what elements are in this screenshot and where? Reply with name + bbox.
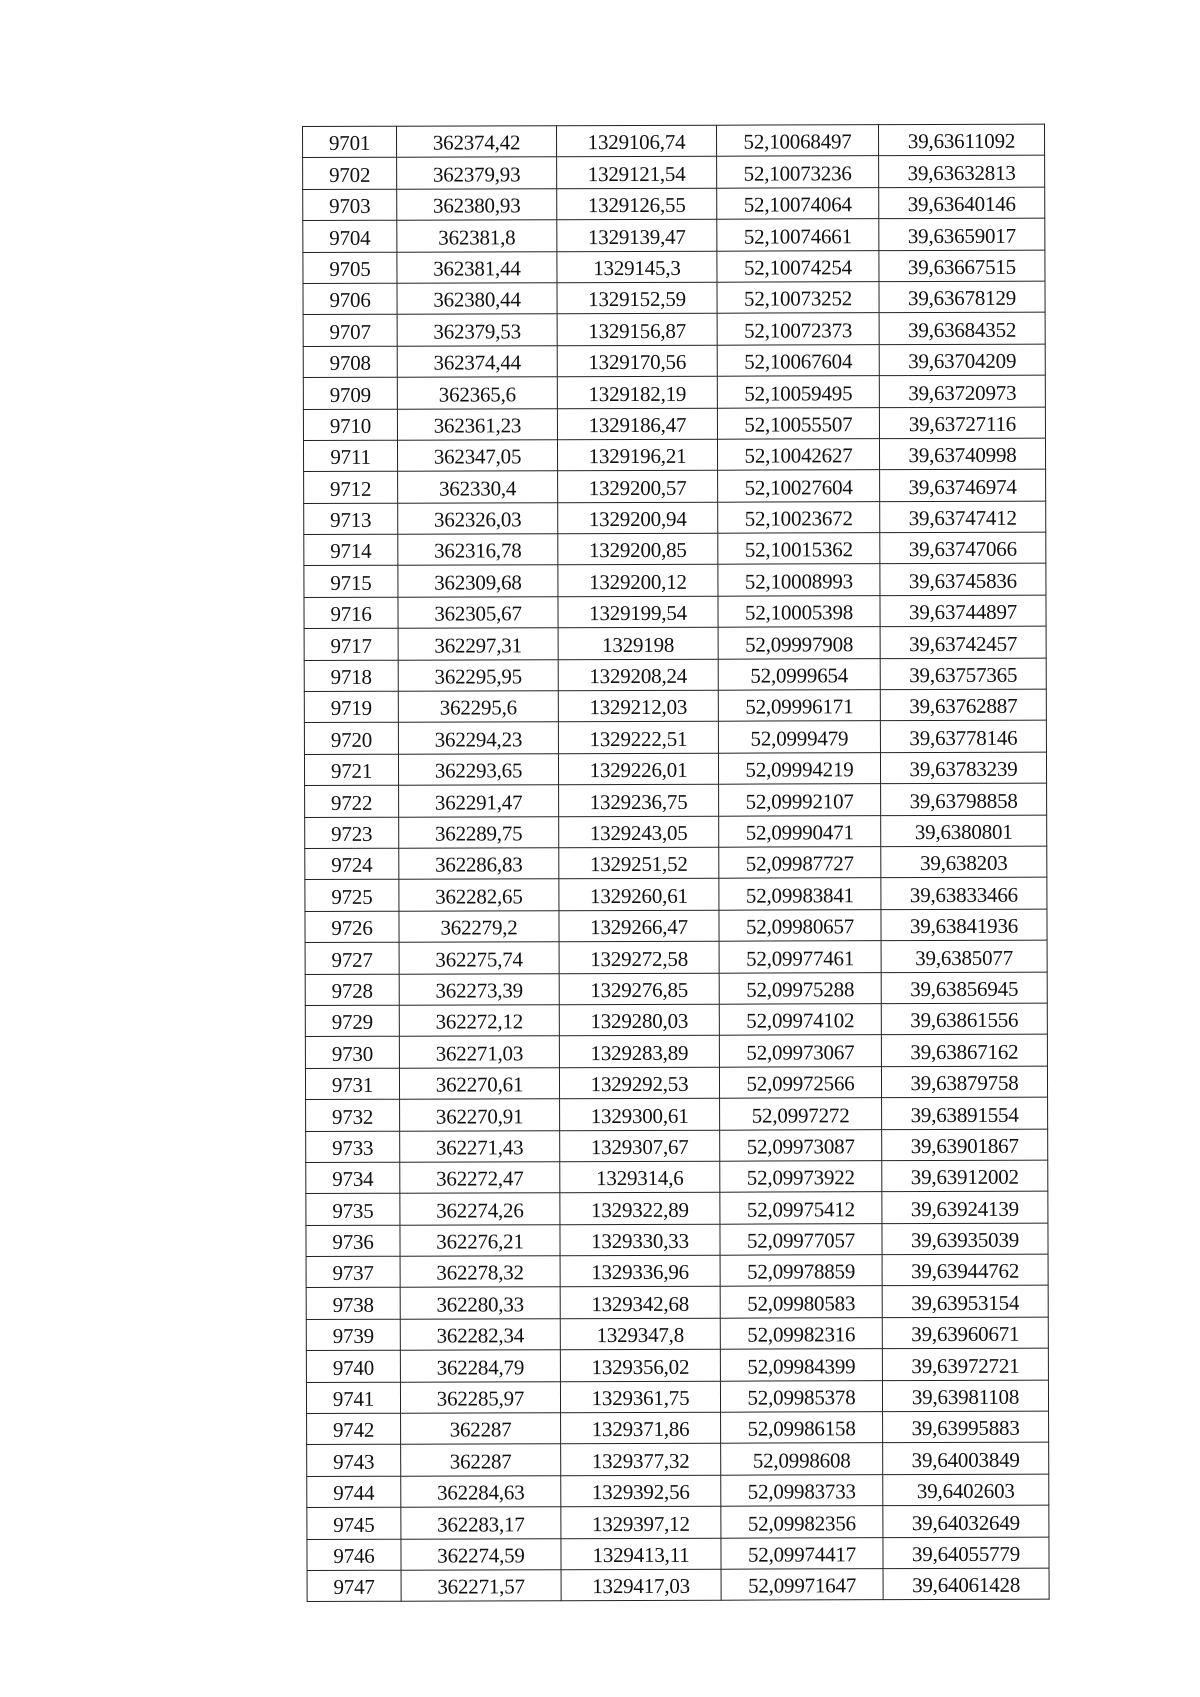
table-row xyxy=(304,689,1046,723)
longitude-cell: 39,63720973 xyxy=(879,375,1045,407)
table-row xyxy=(305,846,1047,880)
x-coordinate-cell: 362295,6 xyxy=(398,691,558,723)
x-coordinate-cell: 362273,39 xyxy=(399,973,559,1005)
table-row xyxy=(306,1160,1048,1194)
x-coordinate-cell: 362271,03 xyxy=(399,1036,559,1068)
point-number-cell: 9730 xyxy=(305,1037,399,1069)
x-coordinate-cell: 362282,65 xyxy=(399,879,559,911)
point-number-cell: 9747 xyxy=(307,1570,401,1602)
point-number-cell: 9718 xyxy=(304,660,398,692)
x-coordinate-cell: 362286,83 xyxy=(399,848,559,880)
longitude-cell: 39,63757365 xyxy=(880,658,1046,690)
y-coordinate-cell: 1329300,61 xyxy=(560,1098,720,1130)
latitude-cell: 52,10074254 xyxy=(717,250,879,282)
point-number-cell: 9705 xyxy=(303,252,397,284)
x-coordinate-cell: 362347,05 xyxy=(397,440,557,472)
longitude-cell: 39,63867162 xyxy=(881,1034,1047,1066)
y-coordinate-cell: 1329417,03 xyxy=(561,1569,721,1601)
table-row xyxy=(305,878,1047,912)
x-coordinate-cell: 362271,57 xyxy=(401,1570,561,1602)
longitude-cell: 39,63744897 xyxy=(880,595,1046,627)
y-coordinate-cell: 1329200,94 xyxy=(558,502,718,534)
table-row xyxy=(303,407,1045,441)
point-number-cell: 9721 xyxy=(304,754,398,786)
longitude-cell: 39,64003849 xyxy=(883,1443,1049,1475)
longitude-cell: 39,63632813 xyxy=(879,156,1045,188)
table-row xyxy=(303,250,1045,284)
point-number-cell: 9723 xyxy=(305,817,399,849)
table-row xyxy=(306,1191,1048,1225)
point-number-cell: 9722 xyxy=(305,785,399,817)
x-coordinate-cell: 362293,65 xyxy=(398,754,558,786)
y-coordinate-cell: 1329170,56 xyxy=(557,345,717,377)
longitude-cell: 39,63924139 xyxy=(882,1191,1048,1223)
y-coordinate-cell: 1329260,61 xyxy=(559,879,719,911)
latitude-cell: 52,09982316 xyxy=(720,1318,882,1350)
x-coordinate-cell: 362282,34 xyxy=(400,1319,560,1351)
point-number-cell: 9731 xyxy=(305,1068,399,1100)
table-row xyxy=(306,1317,1048,1351)
longitude-cell: 39,63746974 xyxy=(880,469,1046,501)
table-row xyxy=(307,1537,1049,1571)
longitude-cell: 39,63740998 xyxy=(879,438,1045,470)
point-number-cell: 9703 xyxy=(303,189,397,221)
point-number-cell: 9740 xyxy=(306,1350,400,1382)
table-row xyxy=(303,438,1045,472)
longitude-cell: 39,63972721 xyxy=(882,1348,1048,1380)
point-number-cell: 9720 xyxy=(304,723,398,755)
y-coordinate-cell: 1329377,32 xyxy=(561,1444,721,1476)
y-coordinate-cell: 1329272,58 xyxy=(559,941,719,973)
longitude-cell: 39,63798858 xyxy=(881,783,1047,815)
y-coordinate-cell: 1329126,55 xyxy=(557,188,717,220)
x-coordinate-cell: 362381,8 xyxy=(397,220,557,252)
y-coordinate-cell: 1329200,85 xyxy=(558,533,718,565)
x-coordinate-cell: 362316,78 xyxy=(398,534,558,566)
latitude-cell: 52,10055507 xyxy=(717,407,879,439)
latitude-cell: 52,10067604 xyxy=(717,344,879,376)
table-row xyxy=(304,564,1046,598)
longitude-cell: 39,63861556 xyxy=(881,1003,1047,1035)
latitude-cell: 52,09987727 xyxy=(719,847,881,879)
longitude-cell: 39,63747412 xyxy=(880,501,1046,533)
x-coordinate-cell: 362309,68 xyxy=(398,565,558,597)
latitude-cell: 52,10008993 xyxy=(718,564,880,596)
y-coordinate-cell: 1329226,01 xyxy=(558,753,718,785)
point-number-cell: 9745 xyxy=(307,1507,401,1539)
x-coordinate-cell: 362294,23 xyxy=(398,722,558,754)
latitude-cell: 52,0998608 xyxy=(721,1443,883,1475)
point-number-cell: 9728 xyxy=(305,974,399,1006)
longitude-cell: 39,63841936 xyxy=(881,909,1047,941)
longitude-cell: 39,63944762 xyxy=(882,1254,1048,1286)
table-row xyxy=(303,218,1045,252)
longitude-cell: 39,63856945 xyxy=(881,972,1047,1004)
latitude-cell: 52,09973087 xyxy=(720,1129,882,1161)
table-row xyxy=(304,501,1046,535)
point-number-cell: 9715 xyxy=(304,566,398,598)
point-number-cell: 9711 xyxy=(303,440,397,472)
y-coordinate-cell: 1329280,03 xyxy=(559,1004,719,1036)
y-coordinate-cell: 1329200,12 xyxy=(558,565,718,597)
x-coordinate-cell: 362270,61 xyxy=(399,1067,559,1099)
x-coordinate-cell: 362275,74 xyxy=(399,942,559,974)
latitude-cell: 52,09983733 xyxy=(721,1474,883,1506)
table-row xyxy=(303,187,1045,221)
table-row xyxy=(304,595,1046,629)
x-coordinate-cell: 362379,93 xyxy=(397,157,557,189)
point-number-cell: 9717 xyxy=(304,628,398,660)
table-row xyxy=(305,909,1047,943)
point-number-cell: 9741 xyxy=(306,1382,400,1414)
table-row xyxy=(306,1097,1048,1131)
x-coordinate-cell: 362280,33 xyxy=(400,1287,560,1319)
longitude-cell: 39,63747066 xyxy=(880,532,1046,564)
coordinates-table-body xyxy=(303,124,1050,1602)
y-coordinate-cell: 1329307,67 xyxy=(560,1130,720,1162)
table-row xyxy=(305,1003,1047,1037)
longitude-cell: 39,63912002 xyxy=(882,1160,1048,1192)
latitude-cell: 52,09975288 xyxy=(719,972,881,1004)
longitude-cell: 39,64055779 xyxy=(883,1537,1049,1569)
point-number-cell: 9734 xyxy=(306,1162,400,1194)
x-coordinate-cell: 362326,03 xyxy=(398,502,558,534)
latitude-cell: 52,09974102 xyxy=(719,1004,881,1036)
table-row xyxy=(307,1411,1049,1445)
x-coordinate-cell: 362380,44 xyxy=(397,283,557,315)
y-coordinate-cell: 1329182,19 xyxy=(557,376,717,408)
latitude-cell: 52,0997272 xyxy=(720,1098,882,1130)
longitude-cell: 39,63727116 xyxy=(879,407,1045,439)
y-coordinate-cell: 1329392,56 xyxy=(561,1475,721,1507)
latitude-cell: 52,09972566 xyxy=(719,1066,881,1098)
table-row xyxy=(304,752,1046,786)
table-row xyxy=(306,1286,1048,1320)
point-number-cell: 9737 xyxy=(306,1256,400,1288)
table-row xyxy=(307,1568,1049,1602)
longitude-cell: 39,638203 xyxy=(881,846,1047,878)
longitude-cell: 39,63667515 xyxy=(879,250,1045,282)
latitude-cell: 52,0999654 xyxy=(718,658,880,690)
latitude-cell: 52,10074064 xyxy=(717,187,879,219)
coordinates-table xyxy=(302,124,1050,1603)
y-coordinate-cell: 1329139,47 xyxy=(557,219,717,251)
x-coordinate-cell: 362330,4 xyxy=(398,471,558,503)
x-coordinate-cell: 362305,67 xyxy=(398,597,558,629)
x-coordinate-cell: 362272,47 xyxy=(400,1162,560,1194)
y-coordinate-cell: 1329106,74 xyxy=(557,125,717,157)
latitude-cell: 52,09984399 xyxy=(720,1349,882,1381)
y-coordinate-cell: 1329212,03 xyxy=(558,690,718,722)
table-row xyxy=(303,313,1045,347)
longitude-cell: 39,64061428 xyxy=(883,1568,1049,1600)
x-coordinate-cell: 362289,75 xyxy=(399,816,559,848)
point-number-cell: 9727 xyxy=(305,942,399,974)
point-number-cell: 9742 xyxy=(307,1413,401,1445)
table-row xyxy=(303,124,1045,158)
latitude-cell: 52,10074661 xyxy=(717,219,879,251)
table-row xyxy=(306,1223,1048,1257)
x-coordinate-cell: 362374,44 xyxy=(397,345,557,377)
y-coordinate-cell: 1329322,89 xyxy=(560,1192,720,1224)
x-coordinate-cell: 362284,79 xyxy=(400,1350,560,1382)
longitude-cell: 39,63953154 xyxy=(882,1286,1048,1318)
latitude-cell: 52,09980657 xyxy=(719,909,881,941)
table-row xyxy=(306,1129,1048,1163)
latitude-cell: 52,09997908 xyxy=(718,627,880,659)
latitude-cell: 52,09983841 xyxy=(719,878,881,910)
table-row xyxy=(306,1348,1048,1382)
point-number-cell: 9735 xyxy=(306,1193,400,1225)
x-coordinate-cell: 362270,91 xyxy=(400,1099,560,1131)
longitude-cell: 39,63659017 xyxy=(879,218,1045,250)
longitude-cell: 39,6402603 xyxy=(883,1474,1049,1506)
y-coordinate-cell: 1329266,47 xyxy=(559,910,719,942)
y-coordinate-cell: 1329199,54 xyxy=(558,596,718,628)
point-number-cell: 9706 xyxy=(303,283,397,315)
longitude-cell: 39,63981108 xyxy=(882,1380,1048,1412)
latitude-cell: 52,09973922 xyxy=(720,1161,882,1193)
x-coordinate-cell: 362287 xyxy=(401,1444,561,1476)
latitude-cell: 52,10068497 xyxy=(716,125,878,157)
point-number-cell: 9746 xyxy=(307,1539,401,1571)
latitude-cell: 52,10073252 xyxy=(717,282,879,314)
point-number-cell: 9714 xyxy=(304,534,398,566)
latitude-cell: 52,09975412 xyxy=(720,1192,882,1224)
longitude-cell: 39,63745836 xyxy=(880,564,1046,596)
x-coordinate-cell: 362365,6 xyxy=(397,377,557,409)
latitude-cell: 52,09974417 xyxy=(721,1537,883,1569)
longitude-cell: 39,63783239 xyxy=(880,752,1046,784)
y-coordinate-cell: 1329314,6 xyxy=(560,1161,720,1193)
point-number-cell: 9726 xyxy=(305,911,399,943)
latitude-cell: 52,09977461 xyxy=(719,941,881,973)
y-coordinate-cell: 1329361,75 xyxy=(560,1381,720,1413)
point-number-cell: 9744 xyxy=(307,1476,401,1508)
y-coordinate-cell: 1329222,51 xyxy=(558,722,718,754)
latitude-cell: 52,09977057 xyxy=(720,1223,882,1255)
table-row xyxy=(307,1505,1049,1539)
latitude-cell: 52,09996171 xyxy=(718,690,880,722)
longitude-cell: 39,63640146 xyxy=(879,187,1045,219)
point-number-cell: 9743 xyxy=(307,1445,401,1477)
table-row xyxy=(307,1474,1049,1508)
point-number-cell: 9733 xyxy=(306,1131,400,1163)
y-coordinate-cell: 1329371,86 xyxy=(561,1412,721,1444)
longitude-cell: 39,63901867 xyxy=(882,1129,1048,1161)
y-coordinate-cell: 1329243,05 xyxy=(559,816,719,848)
point-number-cell: 9709 xyxy=(303,377,397,409)
point-number-cell: 9739 xyxy=(306,1319,400,1351)
latitude-cell: 52,09985378 xyxy=(720,1380,882,1412)
latitude-cell: 52,10073236 xyxy=(717,156,879,188)
x-coordinate-cell: 362379,53 xyxy=(397,314,557,346)
latitude-cell: 52,09978859 xyxy=(720,1255,882,1287)
y-coordinate-cell: 1329397,12 xyxy=(561,1506,721,1538)
point-number-cell: 9707 xyxy=(303,315,397,347)
y-coordinate-cell: 1329236,75 xyxy=(559,784,719,816)
latitude-cell: 52,09971647 xyxy=(721,1569,883,1601)
point-number-cell: 9701 xyxy=(303,126,397,158)
x-coordinate-cell: 362295,95 xyxy=(398,659,558,691)
point-number-cell: 9738 xyxy=(306,1288,400,1320)
point-number-cell: 9716 xyxy=(304,597,398,629)
x-coordinate-cell: 362276,21 xyxy=(400,1224,560,1256)
y-coordinate-cell: 1329413,11 xyxy=(561,1538,721,1570)
latitude-cell: 52,09994219 xyxy=(718,752,880,784)
table-row xyxy=(305,815,1047,849)
y-coordinate-cell: 1329198 xyxy=(558,627,718,659)
table-row xyxy=(305,940,1047,974)
longitude-cell: 39,63742457 xyxy=(880,626,1046,658)
point-number-cell: 9704 xyxy=(303,220,397,252)
y-coordinate-cell: 1329186,47 xyxy=(557,408,717,440)
longitude-cell: 39,63833466 xyxy=(881,878,1047,910)
table-row xyxy=(305,972,1047,1006)
x-coordinate-cell: 362291,47 xyxy=(399,785,559,817)
table-row xyxy=(306,1254,1048,1288)
point-number-cell: 9702 xyxy=(303,158,397,190)
y-coordinate-cell: 1329200,57 xyxy=(558,470,718,502)
table-row xyxy=(305,1034,1047,1068)
table-row xyxy=(304,469,1046,503)
y-coordinate-cell: 1329292,53 xyxy=(559,1067,719,1099)
y-coordinate-cell: 1329152,59 xyxy=(557,282,717,314)
x-coordinate-cell: 362361,23 xyxy=(397,408,557,440)
y-coordinate-cell: 1329121,54 xyxy=(557,157,717,189)
longitude-cell: 39,63678129 xyxy=(879,281,1045,313)
point-number-cell: 9736 xyxy=(306,1225,400,1257)
table-row xyxy=(306,1380,1048,1414)
table-row xyxy=(305,783,1047,817)
latitude-cell: 52,10015362 xyxy=(718,533,880,565)
latitude-cell: 52,10023672 xyxy=(718,501,880,533)
longitude-cell: 39,63611092 xyxy=(878,124,1044,156)
x-coordinate-cell: 362274,26 xyxy=(400,1193,560,1225)
longitude-cell: 39,63879758 xyxy=(881,1066,1047,1098)
point-number-cell: 9712 xyxy=(304,471,398,503)
longitude-cell: 39,63762887 xyxy=(880,689,1046,721)
y-coordinate-cell: 1329330,33 xyxy=(560,1224,720,1256)
y-coordinate-cell: 1329356,02 xyxy=(560,1349,720,1381)
latitude-cell: 52,10042627 xyxy=(717,439,879,471)
longitude-cell: 39,6385077 xyxy=(881,940,1047,972)
longitude-cell: 39,63960671 xyxy=(882,1317,1048,1349)
x-coordinate-cell: 362271,43 xyxy=(400,1130,560,1162)
x-coordinate-cell: 362381,44 xyxy=(397,251,557,283)
table-row xyxy=(303,375,1045,409)
longitude-cell: 39,63778146 xyxy=(880,721,1046,753)
point-number-cell: 9713 xyxy=(304,503,398,535)
y-coordinate-cell: 1329276,85 xyxy=(559,973,719,1005)
point-number-cell: 9729 xyxy=(305,1005,399,1037)
table-row xyxy=(304,721,1046,755)
x-coordinate-cell: 362380,93 xyxy=(397,188,557,220)
x-coordinate-cell: 362284,63 xyxy=(401,1475,561,1507)
longitude-cell: 39,63891554 xyxy=(882,1097,1048,1129)
y-coordinate-cell: 1329342,68 xyxy=(560,1287,720,1319)
table-row xyxy=(304,626,1046,660)
latitude-cell: 52,09982356 xyxy=(721,1506,883,1538)
point-number-cell: 9725 xyxy=(305,880,399,912)
y-coordinate-cell: 1329196,21 xyxy=(557,439,717,471)
latitude-cell: 52,09990471 xyxy=(719,815,881,847)
x-coordinate-cell: 362278,32 xyxy=(400,1256,560,1288)
x-coordinate-cell: 362285,97 xyxy=(400,1381,560,1413)
y-coordinate-cell: 1329156,87 xyxy=(557,314,717,346)
latitude-cell: 52,10072373 xyxy=(717,313,879,345)
point-number-cell: 9732 xyxy=(306,1099,400,1131)
latitude-cell: 52,10005398 xyxy=(718,596,880,628)
latitude-cell: 52,09973067 xyxy=(719,1035,881,1067)
table-row xyxy=(303,156,1045,190)
y-coordinate-cell: 1329208,24 xyxy=(558,659,718,691)
table-row xyxy=(305,1066,1047,1100)
table-row xyxy=(307,1443,1049,1477)
table-row xyxy=(303,344,1045,378)
x-coordinate-cell: 362297,31 xyxy=(398,628,558,660)
table-row xyxy=(304,532,1046,566)
x-coordinate-cell: 362283,17 xyxy=(401,1507,561,1539)
x-coordinate-cell: 362272,12 xyxy=(399,1005,559,1037)
longitude-cell: 39,63995883 xyxy=(883,1411,1049,1443)
x-coordinate-cell: 362374,42 xyxy=(397,126,557,158)
x-coordinate-cell: 362287 xyxy=(401,1413,561,1445)
latitude-cell: 52,10027604 xyxy=(718,470,880,502)
y-coordinate-cell: 1329251,52 xyxy=(559,847,719,879)
longitude-cell: 39,63704209 xyxy=(879,344,1045,376)
longitude-cell: 39,63684352 xyxy=(879,313,1045,345)
x-coordinate-cell: 362274,59 xyxy=(401,1538,561,1570)
point-number-cell: 9719 xyxy=(304,691,398,723)
longitude-cell: 39,63935039 xyxy=(882,1223,1048,1255)
latitude-cell: 52,09980583 xyxy=(720,1286,882,1318)
x-coordinate-cell: 362279,2 xyxy=(399,910,559,942)
y-coordinate-cell: 1329145,3 xyxy=(557,251,717,283)
y-coordinate-cell: 1329283,89 xyxy=(559,1036,719,1068)
y-coordinate-cell: 1329347,8 xyxy=(560,1318,720,1350)
latitude-cell: 52,09992107 xyxy=(719,784,881,816)
point-number-cell: 9708 xyxy=(303,346,397,378)
longitude-cell: 39,64032649 xyxy=(883,1505,1049,1537)
latitude-cell: 52,09986158 xyxy=(721,1412,883,1444)
y-coordinate-cell: 1329336,96 xyxy=(560,1255,720,1287)
latitude-cell: 52,0999479 xyxy=(718,721,880,753)
latitude-cell: 52,10059495 xyxy=(717,376,879,408)
longitude-cell: 39,6380801 xyxy=(881,815,1047,847)
table-row xyxy=(303,281,1045,315)
table-row xyxy=(304,658,1046,692)
point-number-cell: 9710 xyxy=(303,409,397,441)
point-number-cell: 9724 xyxy=(305,848,399,880)
